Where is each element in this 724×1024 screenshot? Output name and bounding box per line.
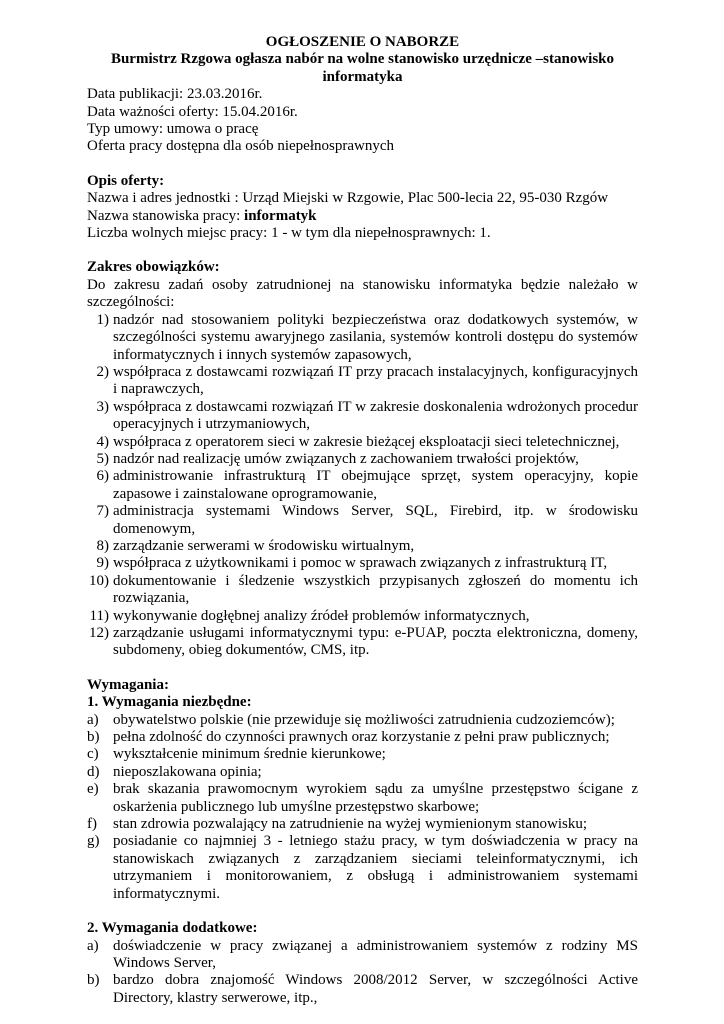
list-item-text: zarządzanie serwerami w środowisku wirtualnym,	[113, 537, 415, 554]
additional-requirements-heading: 2. Wymagania dodatkowe:	[87, 920, 258, 937]
page-subtitle: Burmistrz Rzgowa ogłasza nabór na wolne stanowisko urzędnicze –stanowisko informatyka	[110, 51, 615, 85]
list-item	[87, 555, 638, 572]
list-item	[87, 312, 638, 364]
duties-heading: Zakres obowiązków:	[87, 259, 220, 276]
offer-position	[87, 208, 638, 225]
list-item	[87, 364, 638, 399]
list-item-text: administracja systemami Windows Server, SQL, Firebird, itp. w środowisku domenowym,	[113, 503, 638, 537]
offer-unit: Nazwa i adres jednostki : Urząd Miejski w Rzgowie, Plac 500-lecia 22, 95-030 Rzgów	[87, 190, 609, 207]
contract-type: Typ umowy: umowa o pracę	[87, 121, 259, 138]
list-item-marker: b)	[87, 729, 100, 746]
list-item-marker: 1)	[96, 311, 109, 328]
list-item-text: nieposzlakowana opinia;	[113, 763, 262, 780]
list-item-marker: 11)	[89, 607, 109, 624]
list-item-text: współpraca z dostawcami rozwiązań IT przy pracach instalacyjnych, konfiguracyjnych i naprawczych,	[113, 363, 638, 398]
list-item	[87, 712, 638, 729]
list-item	[87, 625, 638, 660]
list-item	[87, 938, 638, 973]
list-item-text: nadzór nad stosowaniem polityki bezpieczeństwa oraz dodatkowych systemów, w szczególności systemu awaryjnego zasilania, systemów kontroli dostępu do systemów informatycznych i innych systemów zapasowych,	[113, 311, 638, 363]
list-item	[87, 781, 638, 816]
list-item-marker: 8)	[96, 537, 109, 554]
list-item-marker: 3)	[96, 398, 109, 415]
list-item-marker: 7)	[96, 503, 109, 520]
list-item-marker: 6)	[96, 468, 109, 485]
list-item-text: doświadczenie w pracy związanej a administrowaniem systemów z rodziny MS Windows Server,	[113, 937, 638, 971]
duties-list	[87, 312, 638, 660]
list-item-marker: d)	[87, 763, 100, 780]
duties-intro: Do zakresu zadań osoby zatrudnionej na stanowisku informatyka będzie należało w szczególności:	[87, 276, 638, 311]
offer-position-label: Nazwa stanowiska pracy:	[87, 207, 245, 224]
essential-requirements-list	[87, 712, 638, 903]
list-item-marker: 5)	[96, 450, 109, 467]
list-item-text: brak skazania prawomocnym wyrokiem sądu za umyślne przestępstwo ścigane z oskarżenia publicznego lub umyślne przestępstwo skarbowe;	[113, 781, 638, 815]
list-item-marker: 12)	[89, 625, 109, 641]
list-item	[87, 468, 638, 503]
list-item	[87, 764, 638, 781]
document-page	[87, 34, 638, 1007]
list-item-marker: 4)	[96, 433, 109, 450]
list-item-marker: g)	[87, 833, 100, 850]
list-item-marker: 9)	[96, 555, 109, 572]
offer-vacancies: Liczba wolnych miejsc pracy: 1 - w tym dla niepełnosprawnych: 1.	[87, 225, 491, 242]
list-item-text: współpraca z dostawcami rozwiązań IT w zakresie doskonalenia wdrożonych procedur operacyjnych i utrzymaniowych,	[113, 398, 638, 433]
list-item-text: posiadanie co najmniej 3 - letniego stażu pracy, w tym doświadczenia w pracy na stanowiskach związanych z zarządzaniem sieciami teleinformatycznymi, ich utrzymaniem i monitorowaniem, z obsługą i administrowaniem systemami informatycznymi.	[113, 833, 638, 902]
offer-heading: Opis oferty:	[87, 172, 165, 189]
list-item-text: bardzo dobra znajomość Windows 2008/2012 Server, w szczególności Active Directory, klastry serwerowe, itp.,	[113, 972, 638, 1006]
list-item-marker: f)	[87, 816, 97, 833]
list-item-marker: 2)	[96, 363, 109, 380]
requirements-heading: Wymagania:	[87, 676, 169, 693]
disabled-access-note: Oferta pracy dostępna dla osób niepełnosprawnych	[87, 138, 394, 155]
list-item-marker: a)	[87, 711, 99, 728]
list-item-text: wykształcenie minimum średnie kierunkowe;	[113, 746, 386, 763]
list-item	[87, 503, 638, 538]
list-item-marker: 10)	[89, 572, 109, 589]
list-item-text: współpraca z użytkownikami i pomoc w sprawach związanych z infrastrukturą IT,	[113, 555, 608, 572]
list-item	[87, 816, 638, 833]
list-item	[87, 451, 638, 468]
list-item-marker: e)	[87, 781, 99, 798]
list-item	[87, 399, 638, 434]
additional-requirements-list	[87, 938, 638, 1008]
essential-requirements-heading: 1. Wymagania niezbędne:	[87, 694, 252, 711]
list-item	[87, 538, 638, 555]
list-item-text: współpraca z operatorem sieci w zakresie bieżącej eksploatacji sieci teletechnicznej,	[113, 433, 620, 450]
list-item	[87, 833, 638, 903]
list-item-text: nadzór nad realizację umów związanych z zachowaniem trwałości projektów,	[113, 450, 579, 467]
list-item	[87, 608, 638, 625]
list-item-marker: a)	[87, 937, 99, 954]
list-item-text: zarządzanie usługami informatycznymi typu: e-PUAP, poczta elektroniczna, domeny, subdomeny, obieg dokumentów, CMS, itp.	[113, 625, 638, 659]
validity-date: Data ważności oferty: 15.04.2016r.	[87, 103, 298, 120]
list-item	[87, 972, 638, 1007]
list-item-text: pełna zdolność do czynności prawnych oraz korzystanie z pełni praw publicznych;	[113, 729, 610, 746]
publication-date: Data publikacji: 23.03.2016r.	[87, 86, 263, 103]
list-item-text: wykonywanie dogłębnej analizy źródeł problemów informatycznych,	[113, 607, 530, 624]
list-item	[87, 729, 638, 746]
list-item-marker: c)	[87, 746, 99, 763]
list-item-marker: b)	[87, 972, 100, 989]
list-item	[87, 573, 638, 608]
list-item-text: administrowanie infrastrukturą IT obejmujące sprzęt, system operacyjny, kopie zapasowe i zainstalowane oprogramowanie,	[113, 468, 638, 502]
list-item	[87, 434, 638, 451]
list-item-text: stan zdrowia pozwalający na zatrudnienie na wyżej wymienionym stanowisku;	[113, 816, 588, 833]
page-title: OGŁOSZENIE O NABORZE	[265, 34, 460, 50]
offer-position-value: informatyk	[244, 207, 317, 224]
list-item-text: dokumentowanie i śledzenie wszystkich przypisanych zgłoszeń do momentu ich rozwiązania,	[113, 572, 638, 607]
list-item-text: obywatelstwo polskie (nie przewiduje się możliwości zatrudnienia cudzoziemców);	[113, 711, 615, 728]
list-item	[87, 746, 638, 763]
